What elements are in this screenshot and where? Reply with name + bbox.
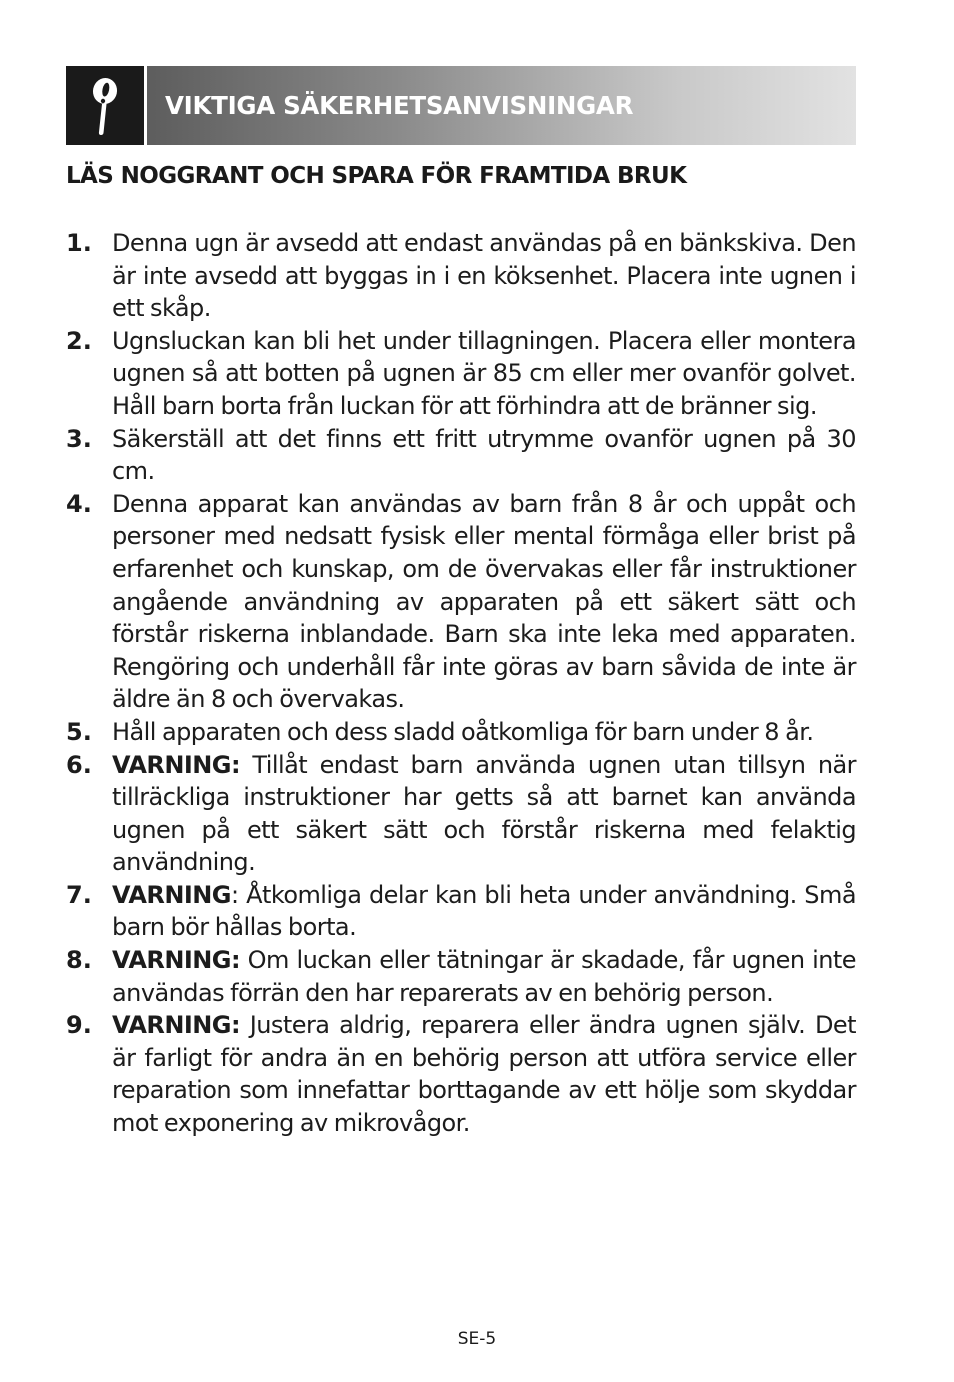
item-number: 6. [66, 750, 92, 779]
header-title: VIKTIGA SÄKERHETSANVISNINGAR [165, 91, 634, 120]
list-item [66, 423, 856, 488]
spoon-warning-icon [85, 74, 125, 138]
item-text-block [112, 227, 856, 325]
item-text-block [112, 488, 856, 716]
header-icon-box [66, 66, 144, 145]
item-text: Tillåt endast barn använda ugnen utan tillsyn när tillräckliga instruktioner har getts så att barnet kan använda ugnen på ett säkert sätt och förstår riskerna med felaktig användning. [112, 750, 856, 877]
item-text-block [112, 716, 856, 749]
item-text-block [112, 879, 856, 944]
item-number: 9. [66, 1011, 92, 1040]
header-title-box [147, 66, 856, 145]
warning-separator: : [230, 880, 247, 909]
list-item [66, 1009, 856, 1139]
item-number: 3. [66, 424, 92, 453]
item-text: Åtkomliga delar kan bli heta under användning. Små barn bör hållas borta. [112, 880, 856, 942]
item-number: 5. [66, 717, 92, 746]
item-text-block [112, 749, 856, 879]
warning-separator [240, 751, 252, 779]
item-number: 4. [66, 489, 92, 518]
item-text: Håll apparaten och dess sladd oåtkomliga för barn under 8 år. [112, 717, 814, 746]
item-number: 8. [66, 946, 92, 975]
item-text: Om luckan eller tätningar är skadade, får ugnen inte användas förrän den har reparerats av en behörig person. [112, 946, 856, 1007]
list-item [66, 716, 856, 749]
list-item [66, 749, 856, 879]
warning-label: VARNING [112, 880, 231, 909]
list-item [66, 944, 856, 1009]
warning-label: VARNING: [112, 946, 240, 975]
list-item [66, 227, 856, 325]
item-text: Denna apparat kan användas av barn från 8 år och uppåt och personer med nedsatt fysisk eller mental förmåga eller brist på erfarenhet och kunskap, om de övervakas eller får instruktioner angående användning av apparaten på ett säkert sätt och förstår riskerna inblandade. Barn ska inte leka med apparaten. Rengöring och underhåll får inte göras av barn såvida de inte är äldre än 8 och övervakas. [112, 489, 856, 714]
document-subtitle: LÄS NOGGRANT OCH SPARA FÖR FRAMTIDA BRUK [66, 163, 687, 189]
item-text: Denna ugn är avsedd att endast användas på en bänkskiva. Den är inte avsedd att byggas in i en köksenhet. Placera inte ugnen i ett skåp. [112, 229, 856, 323]
item-text: Ugnsluckan kan bli het under tillagningen. Placera eller montera ugnen så att botten på ugnen är 85 cm eller mer ovanför golvet. Håll barn borta från luckan för att förhindra att de bränner sig. [112, 326, 856, 420]
item-text-block [112, 325, 856, 423]
warning-separator [240, 946, 248, 974]
warning-separator [240, 1011, 250, 1039]
item-number: 1. [66, 229, 92, 257]
item-text-block [112, 944, 856, 1009]
page-number: SE-5 [457, 1329, 497, 1349]
warning-label: VARNING: [112, 750, 240, 779]
item-text-block [112, 1009, 856, 1139]
list-item [66, 325, 856, 423]
item-number: 7. [66, 880, 92, 909]
section-header [66, 66, 856, 145]
safety-instructions-list [66, 227, 856, 1140]
item-text: Justera aldrig, reparera eller ändra ugnen själv. Det är farligt för andra än en behörig person att utföra service eller reparation som innefattar borttagande av ett hölje som skyddar mot exponering av mikrovågor. [112, 1011, 856, 1138]
list-item [66, 488, 856, 716]
item-number: 2. [66, 326, 92, 355]
item-text-block [112, 423, 856, 488]
list-item [66, 879, 856, 944]
warning-label: VARNING: [112, 1011, 240, 1040]
item-text: Säkerställ att det finns ett fritt utrymme ovanför ugnen på 30 cm. [112, 424, 856, 486]
